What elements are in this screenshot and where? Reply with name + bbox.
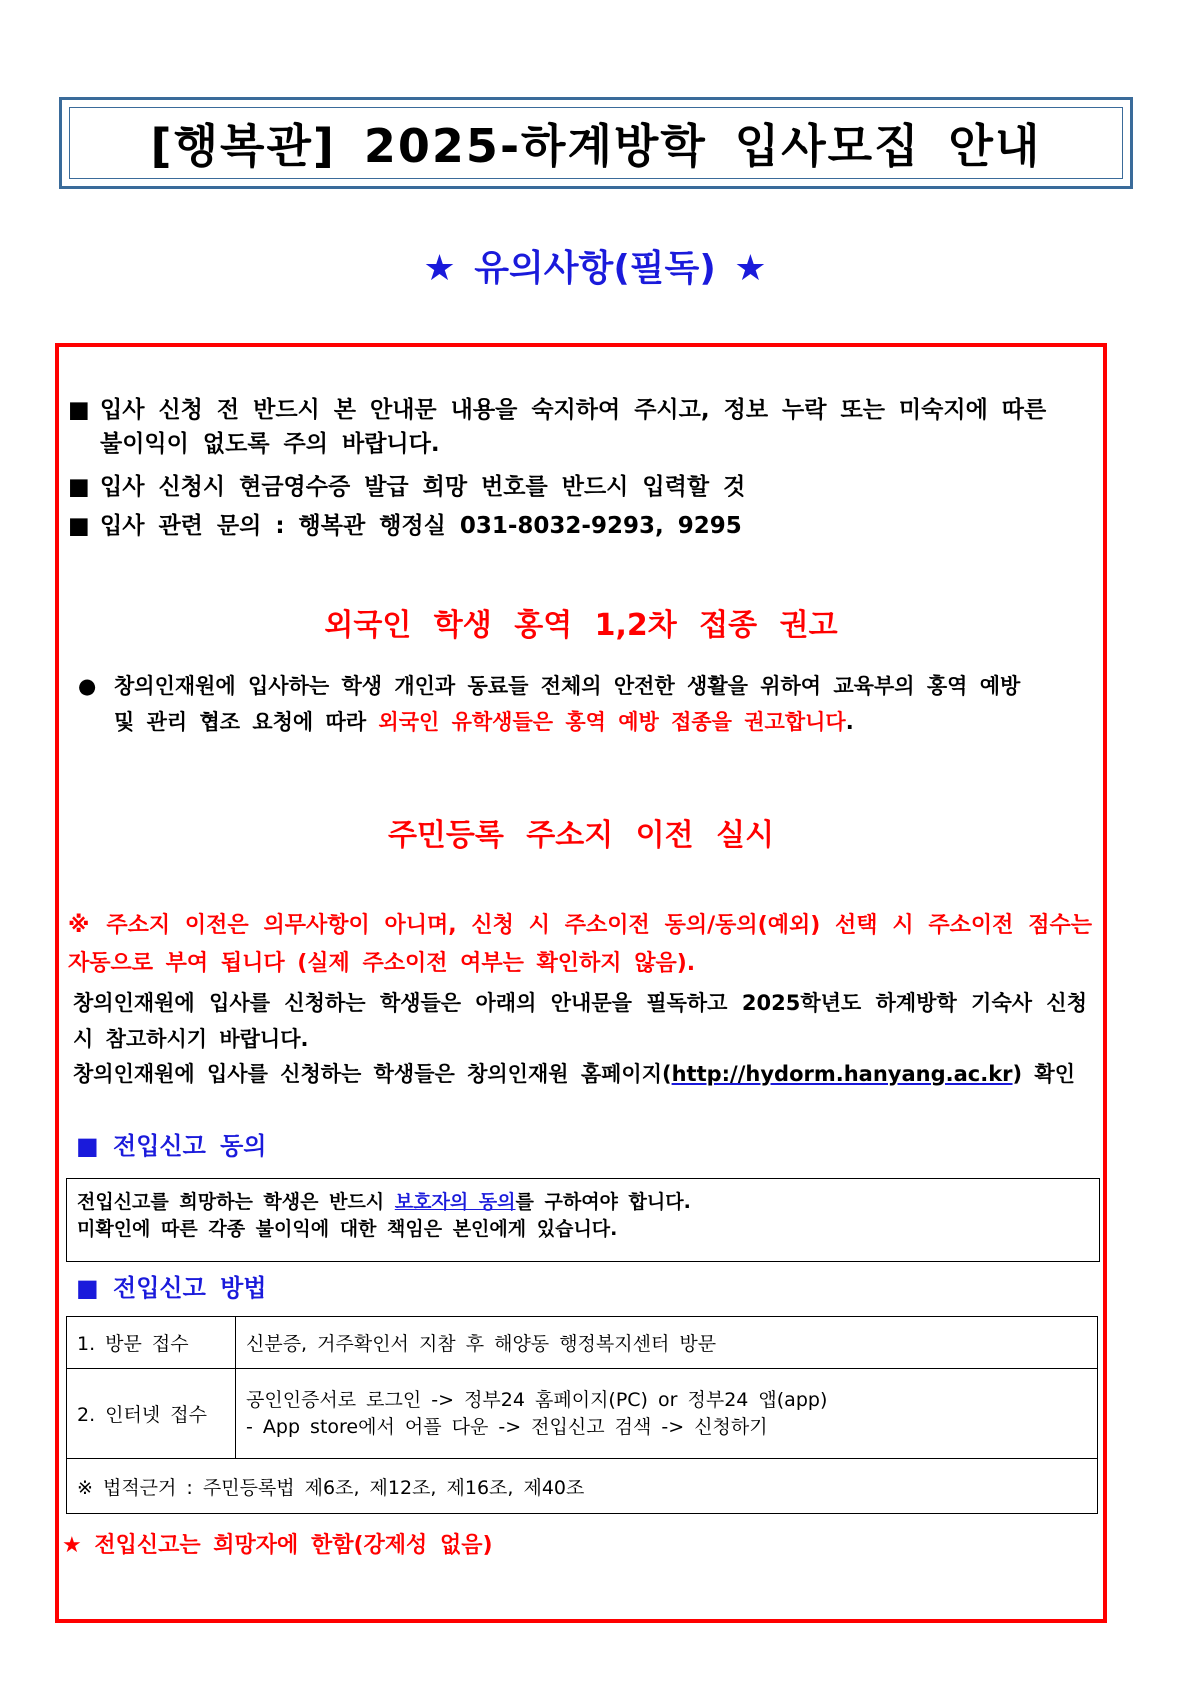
- method-label: 2. 인터넷 접수: [67, 1369, 236, 1459]
- address-title: 주민등록 주소지 이전 실시: [387, 818, 775, 853]
- method-heading: ■ 전입신고 방법: [76, 1274, 267, 1302]
- vaccine-text-2: 및 관리 협조 요청에 따라: [114, 710, 379, 734]
- square-bullet-icon: ■: [68, 474, 90, 500]
- address-para-2-prefix: 창의인재원에 입사를 신청하는 학생들은 창의인재원 홈페이지(: [73, 1062, 672, 1086]
- notice-item-3: [68, 509, 1088, 543]
- address-red-note: ※ 주소지 이전은 의무사항이 아니며, 신청 시 주소이전 동의/동의(예외) 선택 시 주소이전 점수는 자동으로 부여 됩니다 (실제 주소이전 여부는 확인하지 않음).: [68, 913, 1092, 976]
- notice-text: 입사 신청 전 반드시 본 안내문 내용을 숙지하여 주시고, 정보 누락 또는 미숙지에 따른: [100, 397, 1047, 423]
- notice-item-2: [68, 470, 1088, 504]
- notice-heading: ★ 유의사항(필독) ★: [423, 248, 767, 289]
- table-row: [67, 1459, 1098, 1514]
- vaccine-text-red: 외국인 유학생들은 홍역 예방 접종을 권고합니다: [378, 710, 846, 734]
- consent-text-2: 미확인에 따른 각종 불이익에 대한 책임은 본인에게 있습니다.: [77, 1218, 618, 1240]
- table-row: [67, 1369, 1098, 1459]
- method-desc-2: - App store에서 어플 다운 -> 전입신고 검색 -> 신청하기: [246, 1415, 768, 1438]
- notice-item-1: [68, 393, 1088, 461]
- vaccine-text-1: 창의인재원에 입사하는 학생 개인과 동료들 전체의 안전한 생활을 위하여 교육부의 홍역 예방: [114, 674, 1021, 698]
- footnote: ★ 전입신고는 희망자에 한함(강제성 없음): [62, 1533, 493, 1558]
- method-desc-cell: [236, 1369, 1098, 1459]
- method-desc: 신분증, 거주확인서 지참 후 해양동 행정복지센터 방문: [236, 1317, 1098, 1369]
- consent-box: [66, 1178, 1100, 1262]
- address-para-1: 창의인재원에 입사를 신청하는 학생들은 아래의 안내문을 필독하고 2025학년도 하계방학 기숙사 신청 시 참고하시기 바랍니다.: [73, 991, 1087, 1051]
- consent-heading: ■ 전입신고 동의: [76, 1132, 267, 1160]
- homepage-link[interactable]: http://hydorm.hanyang.ac.kr: [671, 1062, 1013, 1086]
- vaccine-title: 외국인 학생 홍역 1,2차 접종 권고: [324, 608, 838, 643]
- page-title: [행복관] 2025-하계방학 입사모집 안내: [69, 107, 1123, 179]
- address-para-2-suffix: ) 확인: [1012, 1062, 1075, 1086]
- notice-text-cont: 불이익이 없도록 주의 바랍니다.: [100, 431, 440, 457]
- circle-bullet-icon: ●: [78, 674, 97, 698]
- method-label: 1. 방문 접수: [67, 1317, 236, 1369]
- method-table: [66, 1316, 1098, 1514]
- legal-basis: ※ 법적근거 : 주민등록법 제6조, 제12조, 제16조, 제40조: [67, 1459, 1098, 1514]
- table-row: [67, 1317, 1098, 1369]
- notice-text: 입사 관련 문의 : 행복관 행정실 031-8032-9293, 9295: [100, 513, 742, 539]
- method-desc: 공인인증서로 로그인 -> 정부24 홈페이지(PC) or 정부24 앱(app): [246, 1388, 828, 1411]
- vaccine-text-end: .: [845, 710, 854, 734]
- title-box: [59, 97, 1133, 189]
- consent-text-prefix: 전입신고를 희망하는 학생은 반드시: [77, 1191, 395, 1213]
- square-bullet-icon: ■: [68, 397, 90, 423]
- square-bullet-icon: ■: [68, 513, 90, 539]
- guardian-consent-text: 보호자의 동의: [394, 1191, 516, 1213]
- notice-text: 입사 신청시 현금영수증 발급 희망 번호를 반드시 입력할 것: [100, 474, 746, 500]
- consent-text-suffix: 를 구하여야 합니다.: [515, 1191, 691, 1213]
- address-para-2: [73, 1056, 1087, 1092]
- vaccine-paragraph: [78, 668, 1088, 740]
